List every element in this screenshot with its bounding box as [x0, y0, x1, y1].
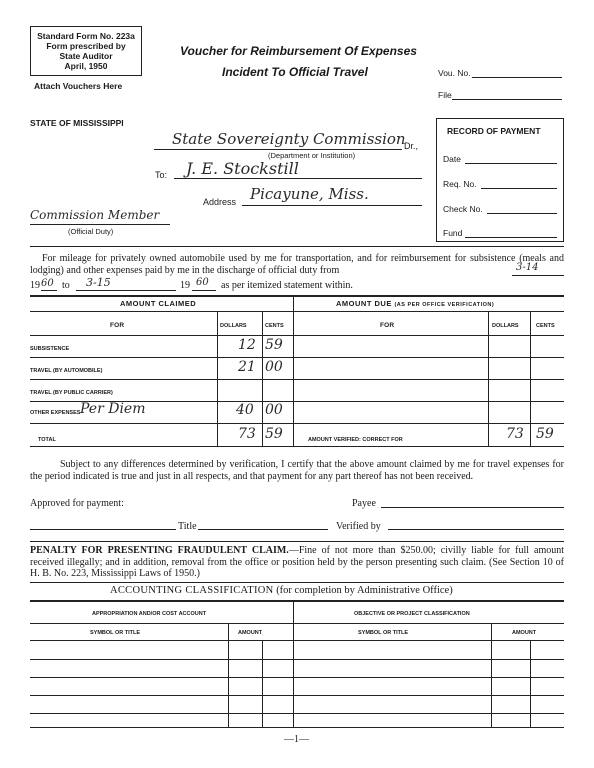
for-header-left: FOR [110, 322, 125, 329]
title-label: Title [178, 521, 197, 532]
to-line [174, 178, 422, 179]
table-rule [30, 713, 564, 714]
duty-line [30, 224, 170, 225]
record-fund-field[interactable] [465, 237, 557, 238]
statement-text [30, 253, 564, 277]
accounting-top-border [30, 600, 564, 602]
amount-header-right: AMOUNT [512, 630, 537, 636]
cents-header-left: CENTS [265, 323, 284, 329]
table-rule [30, 659, 564, 660]
vou-no-label: Vou. No. [438, 68, 471, 78]
col-line [488, 311, 489, 446]
form-number-box [30, 26, 142, 76]
year2-line [192, 290, 216, 291]
department-line [154, 149, 402, 150]
table-rule [30, 423, 564, 424]
verified-dollars[interactable]: 73 [506, 426, 524, 442]
penalty-heading: PENALTY FOR PRESENTING FRAUDULENT CLAIM. [30, 545, 289, 556]
record-fund-label: Fund [443, 228, 463, 238]
table-rule [30, 357, 564, 358]
payee-signature-field[interactable] [381, 507, 564, 508]
col-line [217, 311, 218, 446]
row-label-total: TOTAL [38, 437, 56, 443]
to-date-line [76, 290, 176, 291]
statement-to: to [62, 280, 70, 291]
table-rule [30, 335, 564, 336]
travel-auto-dollars[interactable]: 21 [238, 359, 256, 375]
divider [30, 541, 564, 542]
address-label: Address [203, 197, 237, 207]
table-rule [30, 623, 564, 624]
department-value[interactable]: State Sovereignty Commission [172, 130, 406, 148]
certification-text: Subject to any differences determined by verification, I certify that the above amount claimed by me for travel expenses for the period indicated is true and just in all respects, and that payment for any part thereof has not been received. [30, 459, 564, 482]
symbol-header-left: SYMBOL OR TITLE [90, 630, 141, 636]
penalty-text [30, 545, 564, 580]
row-label-travel-carrier: TRAVEL (BY PUBLIC CARRIER) [30, 390, 113, 396]
divider [30, 582, 564, 583]
voucher-title: Voucher for Reimbursement Of Expenses [180, 44, 417, 58]
accounting-bottom-border [30, 727, 564, 728]
table-rule [30, 379, 564, 380]
table-rule [30, 677, 564, 678]
verified-by-field[interactable] [388, 529, 564, 530]
table-rule [30, 311, 564, 312]
dollars-header-right: DOLLARS [492, 323, 519, 329]
col-line [293, 295, 294, 446]
penalty-body: —Fine of not more than $250.00; civilly liable for full amount received illegally; and in addition, removal from the office or position held by the person presenting such claim. (See Section 10 of H. B. No. 223, Mississippi Laws of 1950.) [30, 545, 565, 579]
symbol-header-right: SYMBOL OR TITLE [358, 630, 409, 636]
record-date-label: Date [443, 154, 461, 164]
record-check-label: Check No. [443, 204, 483, 214]
total-dollars[interactable]: 73 [238, 426, 256, 442]
travel-auto-cents[interactable]: 00 [265, 359, 283, 375]
duty-caption: (Official Duty) [68, 227, 114, 236]
appropriation-header: APPROPRIATION AND/OR COST ACCOUNT [92, 611, 207, 617]
voucher-subtitle: Incident To Official Travel [222, 65, 368, 79]
address-value[interactable]: Picayune, Miss. [250, 185, 369, 203]
row-label-subsistence: SUBSISTENCE [30, 346, 70, 352]
department-caption: (Department or Institution) [268, 151, 356, 160]
dollars-header-left: DOLLARS [220, 323, 247, 329]
dr-label: Dr., [404, 141, 419, 151]
record-req-label: Req. No. [443, 179, 477, 189]
objective-header: OBJECTIVE OR PROJECT CLASSIFICATION [354, 611, 470, 617]
record-req-field[interactable] [481, 188, 557, 189]
from-date-line [512, 275, 564, 276]
table-rule [30, 640, 564, 641]
col-line [228, 623, 229, 727]
statement-lead: For mileage for privately owned automobile used by me for transportation, and for reimbursement for subsistence (meals and lodging) and other expenses paid by me in the discharge of official duty from [30, 253, 564, 276]
form-box-line: Standard Form No. 223a [37, 31, 135, 41]
state-label: STATE OF MISSISSIPPI [30, 118, 124, 128]
amount-header-left: AMOUNT [238, 630, 263, 636]
amount-due-note: (AS PER OFFICE VERIFICATION) [394, 302, 495, 308]
other-detail[interactable]: Per Diem [80, 401, 146, 417]
row-label-travel-auto: TRAVEL (BY AUTOMOBILE) [30, 368, 103, 374]
col-line [530, 640, 531, 727]
from-date-value[interactable]: 3-14 [516, 262, 539, 273]
col-line [262, 311, 263, 446]
page-number: —1— [284, 734, 309, 745]
table-rule [30, 695, 564, 696]
record-check-field[interactable] [487, 213, 557, 214]
col-line [491, 623, 492, 727]
approved-label: Approved for payment: [30, 498, 124, 509]
cents-header-right: CENTS [536, 323, 555, 329]
verified-cents[interactable]: 59 [536, 426, 554, 442]
other-cents[interactable]: 00 [265, 402, 283, 418]
amount-due-header [336, 299, 494, 308]
file-label: File [438, 90, 452, 100]
statement-tail: as per itemized statement within. [221, 280, 353, 291]
accounting-subtitle: (for completion by Administrative Office) [276, 585, 453, 596]
file-field[interactable] [452, 99, 562, 100]
other-dollars[interactable]: 40 [236, 402, 254, 418]
duty-value[interactable]: Commission Member [30, 208, 160, 222]
to-date-value[interactable]: 3-15 [86, 276, 111, 289]
col-line [293, 600, 294, 727]
table-bottom-border [30, 446, 564, 447]
col-line [530, 311, 531, 446]
total-cents[interactable]: 59 [265, 426, 283, 442]
vou-no-field[interactable] [472, 77, 562, 78]
form-box-line: State Auditor [59, 51, 113, 61]
record-of-payment-box [436, 118, 564, 242]
to-value[interactable]: J. E. Stockstill [186, 159, 299, 178]
row-label-other: OTHER EXPENSES [30, 410, 81, 416]
divider [30, 246, 564, 247]
amount-verified-label: AMOUNT VERIFIED: CORRECT FOR [308, 437, 403, 443]
amount-claimed-header: AMOUNT CLAIMED [120, 299, 197, 308]
amount-due-label: AMOUNT DUE [336, 299, 392, 308]
year1-line [41, 290, 57, 291]
approver-signature-field[interactable] [30, 529, 176, 530]
address-line [242, 205, 422, 206]
year2-value[interactable]: 60 [196, 277, 209, 288]
subsistence-dollars[interactable]: 12 [238, 337, 256, 353]
year1-value[interactable]: 60 [41, 278, 54, 289]
statement-year1: 19 [30, 280, 40, 291]
verified-by-label: Verified by [336, 521, 381, 532]
accounting-heading [110, 585, 453, 596]
col-line [262, 640, 263, 727]
to-label: To: [155, 170, 168, 180]
table-top-border [30, 295, 564, 297]
subsistence-cents[interactable]: 59 [265, 337, 283, 353]
for-header-right: FOR [380, 322, 395, 329]
attach-vouchers-note: Attach Vouchers Here [34, 81, 123, 91]
accounting-title: ACCOUNTING CLASSIFICATION [110, 585, 274, 596]
title-field[interactable] [198, 529, 328, 530]
record-date-field[interactable] [465, 163, 557, 164]
statement-year2: 19 [180, 280, 190, 291]
record-of-payment-title: RECORD OF PAYMENT [447, 126, 541, 136]
payee-label: Payee [352, 498, 376, 509]
form-box-line: April, 1950 [64, 61, 108, 71]
form-box-line: Form prescribed by [46, 41, 126, 51]
